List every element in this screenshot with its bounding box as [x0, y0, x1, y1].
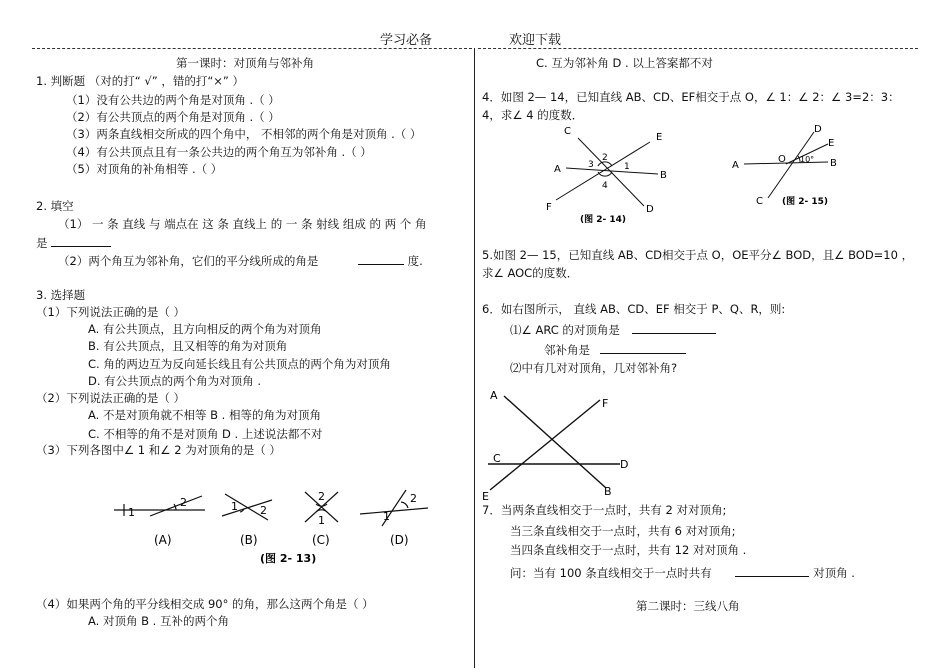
- section3-q2-options-row2: C. 不相等的角不是对顶角 D . 上述说法都不对: [88, 427, 323, 441]
- section3-q1-option: A. 有公共顶点，且方向相反的两个角为对顶角: [88, 322, 322, 336]
- section3-q4: （4）如果两个角的平分线相交成 90° 的角，那么这两个角是（ ）: [36, 597, 374, 611]
- section3-q1-option: D. 有公共顶点的两个角为对顶角 .: [88, 374, 261, 388]
- fig14-point-b: B: [660, 170, 667, 181]
- fig14-point-f: F: [546, 202, 552, 213]
- question7-line4: [510, 564, 855, 580]
- section2-q1-line1: （1） 一 条 直线 与 端点在 这 条 直线上 的 一 条 射线 组成 的 两 个 角: [58, 217, 427, 231]
- fig15-point-c: C: [756, 196, 763, 207]
- question7-line2: 当三条直线相交于一点时，共有 6 对对顶角;: [510, 524, 736, 538]
- fig14-angle-1: 1: [624, 162, 630, 172]
- question6-sub3: ⑵中有几对对顶角，几对邻补角?: [510, 361, 678, 375]
- section3-q4-options: A. 对顶角 B . 互补的两个角: [88, 614, 229, 628]
- section3-q2: （2）下列说法正确的是（ ）: [36, 391, 185, 405]
- fig15-point-b: B: [830, 158, 837, 169]
- fig14-point-e: E: [656, 132, 663, 143]
- section1-item: （5）对顶角的补角相等 .（ ）: [66, 162, 223, 176]
- fig15-point-d: D: [814, 124, 822, 135]
- fig14-angle-3: 3: [588, 160, 594, 170]
- figure-2-14: [540, 120, 670, 225]
- fig15-angle: 10°: [800, 155, 815, 164]
- section3-q1-option: B. 有公共顶点，且又相等的角为对顶角: [88, 339, 288, 353]
- fig6-point-a: A: [490, 389, 498, 402]
- question7-line4-text: 问：当有 100 条直线相交于一点时共有: [510, 566, 712, 580]
- section1-item: （3）两条直线相交所成的四个角中， 不相邻的两个角是对顶角 .（ ）: [66, 127, 422, 141]
- section1-item: （1）没有公共边的两个角是对顶角 .（ ）: [66, 93, 280, 107]
- fig14-point-a: A: [554, 164, 561, 175]
- fig13-label-d: (D): [390, 533, 409, 547]
- question6-line1: 6．如右图所示， 直线 AB、CD、EF 相交于 P、Q、R，则:: [482, 302, 786, 316]
- section2-q2: [58, 252, 423, 268]
- question4-line1: 4．如图 2— 14，已知直线 AB、CD、EF相交于点 O，∠ 1：∠ 2：∠ 3=2：3：: [482, 90, 900, 104]
- question7-line4-suffix: 对顶角 .: [813, 566, 855, 580]
- lesson1-title: 第一课时：对顶角与邻补角: [176, 56, 314, 70]
- section2-q2-text: （2）两个角互为邻补角，它们的平分线所成的角是: [58, 254, 319, 268]
- fig14-point-d: D: [646, 204, 654, 215]
- fig14-point-c: C: [564, 126, 571, 137]
- figure-2-15: [730, 120, 840, 210]
- fig13-caption: (图 2- 13): [260, 552, 317, 565]
- figure-q6: [480, 382, 630, 502]
- question7-blank[interactable]: [735, 564, 809, 577]
- section3-q1-option: C. 角的两边互为反向延长线且有公共顶点的两个角为对顶角: [88, 357, 391, 371]
- header-left: 学习必备: [380, 33, 433, 48]
- fig13-a-angle-1: 1: [128, 506, 135, 519]
- section2-q1-prefix: 是: [36, 236, 48, 250]
- section1-item: （2）有公共顶点的两个角是对顶角 .（ ）: [66, 110, 280, 124]
- fig13-d: [360, 490, 428, 526]
- fig6-point-b: B: [604, 485, 612, 498]
- fig15-point-e: E: [828, 138, 835, 149]
- fig13-label-b: (B): [240, 533, 258, 547]
- section2-q1-line2: [36, 234, 111, 250]
- header-divider-right: [478, 48, 918, 49]
- fig14-caption: (图 2- 14): [580, 215, 627, 225]
- fig15-point-o: O: [778, 154, 786, 165]
- fig13-c-angle-1: 1: [318, 514, 325, 527]
- question6-sub1-text: ⑴∠ ARC 的对顶角是: [510, 323, 620, 337]
- question4-line2: 4，求∠ 4 的度数．: [482, 108, 584, 122]
- header-right: 欢迎下载: [509, 33, 562, 48]
- fig13-b-angle-1: 1: [231, 500, 238, 513]
- section3-q1: （1）下列说法正确的是（ ）: [36, 305, 185, 319]
- fig6-point-c: C: [493, 452, 501, 465]
- prev-question-options: C. 互为邻补角 D . 以上答案都不对: [536, 56, 713, 70]
- fig6-point-e: E: [482, 490, 489, 502]
- question6-sub1-blank[interactable]: [632, 321, 716, 334]
- section3-q2-options-row1: A. 不是对顶角就不相等 B . 相等的角为对顶角: [88, 408, 321, 422]
- header-divider-left: [32, 48, 472, 49]
- fig15-caption: (图 2- 15): [782, 197, 829, 207]
- question6-sub2-blank[interactable]: [600, 341, 686, 354]
- fig14-angle-4: 4: [602, 181, 608, 191]
- fig6-point-f: F: [602, 397, 609, 410]
- fig13-a-angle-2: 2: [180, 496, 187, 509]
- section1-item: （4）有公共顶点且有一条公共边的两个角互为邻补角 .（ ）: [66, 145, 372, 159]
- question5-line1: 5.如图 2— 15，已知直线 AB、CD相交于点 O，OE平分∠ BOD，且∠ BOD=10 ，: [482, 248, 914, 262]
- section2-title: 2. 填空: [36, 199, 74, 213]
- section3-q3: （3）下列各图中∠ 1 和∠ 2 为对顶角的是（ ）: [36, 443, 281, 457]
- fig13-d-angle-1: 1: [383, 510, 390, 523]
- section2-q2-suffix: 度.: [407, 254, 423, 268]
- section2-q2-blank[interactable]: [358, 252, 404, 265]
- figure-2-13: [110, 482, 430, 566]
- question6-sub2: [544, 341, 686, 357]
- fig14-angle-2: 2: [602, 153, 608, 163]
- fig13-c-angle-2: 2: [318, 490, 325, 503]
- section3-title: 3. 选择题: [36, 288, 86, 302]
- fig13-d-angle-2: 2: [410, 492, 417, 505]
- fig13-label-a: (A): [154, 533, 172, 547]
- fig13-b-angle-2: 2: [260, 504, 267, 517]
- column-divider: [474, 48, 475, 668]
- fig15-point-a: A: [732, 160, 739, 171]
- fig6-point-d: D: [620, 458, 629, 471]
- question5-line2: 求∠ AOC的度数．: [482, 266, 579, 280]
- question6-sub1: [510, 321, 716, 337]
- question7-line1: 7．当两条直线相交于一点时，共有 2 对对顶角;: [482, 503, 727, 517]
- section1-title: 1. 判断题 （对的打“ √” ，错的打“×” ）: [36, 74, 245, 88]
- section2-q1-blank[interactable]: [51, 234, 111, 247]
- lesson2-title: 第二课时：三线八角: [636, 599, 740, 613]
- fig13-label-c: (C): [312, 533, 330, 547]
- question6-sub2-text: 邻补角是: [544, 343, 590, 357]
- question7-line3: 当四条直线相交于一点时，共有 12 对对顶角 .: [510, 543, 747, 557]
